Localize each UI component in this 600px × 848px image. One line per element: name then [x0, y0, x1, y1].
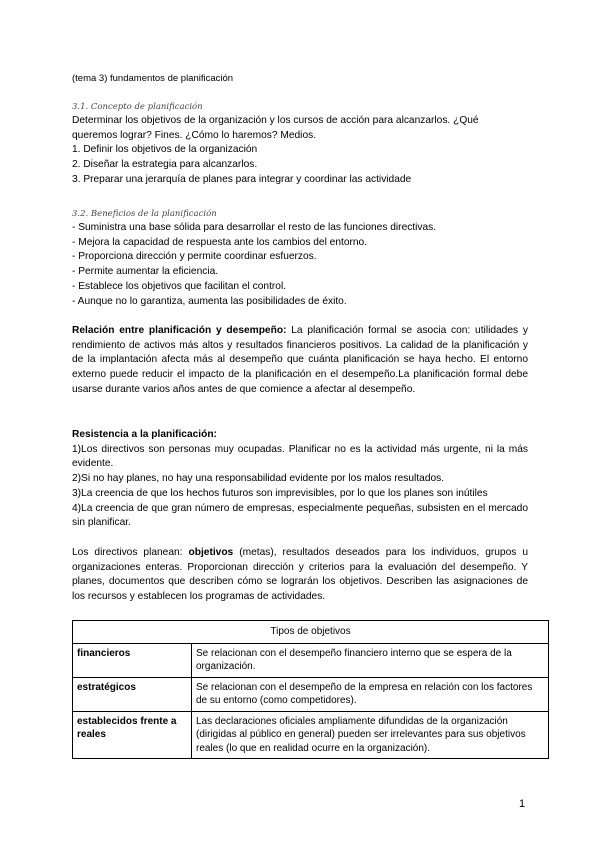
- resistencia-item: 3)La creencia de que los hechos futuros son imprevisibles, por lo que los planes son inútiles: [72, 487, 488, 499]
- concepto-line: 2. Diseñar la estrategia para alcanzarlos.: [72, 159, 258, 171]
- table-title: Tipos de objetivos: [73, 621, 549, 644]
- objective-desc: Se relacionan con el desempeño de la empresa en relación con los factores de su entorno (como competidores).: [192, 677, 549, 711]
- beneficio-item: - Proporciona dirección y permite coordinar esfuerzos.: [72, 251, 317, 263]
- beneficio-item: - Suministra una base sólida para desarrollar el resto de las funciones directivas.: [72, 222, 437, 233]
- document-header: (tema 3) fundamentos de planificación: [72, 73, 234, 84]
- section-concepto: [72, 101, 528, 188]
- section-title-beneficios: 3.2. Beneficios de la planificación: [72, 209, 217, 219]
- concepto-line: queremos lograr? Fines. ¿Cómo lo haremos? Medios.: [72, 129, 317, 141]
- objective-type: establecidos frente a reales: [73, 711, 192, 759]
- concepto-line: Determinar los objetivos de la organización y los cursos de acción para alcanzarlos. ¿Qué: [72, 115, 479, 126]
- section-objetivos: [72, 546, 528, 605]
- resistencia-item: 4)La creencia de que gran número de empresas, especialmente pequeñas, subsisten en el mercado sin planificar.: [72, 502, 528, 529]
- concepto-line: 1. Definir los objetivos de la organización: [72, 144, 258, 156]
- beneficio-item: - Mejora la capacidad de respuesta ante los cambios del entorno.: [72, 236, 368, 248]
- resistencia-item: 2)Si no hay planes, no hay una responsabilidad evidente por los malos resultados.: [72, 473, 445, 485]
- relacion-title: Relación entre planificación y desempeño:: [72, 325, 287, 336]
- table-row: [73, 643, 549, 677]
- section-relacion: [72, 324, 528, 398]
- objetivos-paragraph: Los directivos planean: objetivos (metas), resultados deseados para los individuos, grupos u organizaciones enteras. Proporcionan dirección y criterios para la evaluación del desempeño. Y planes, documentos que describen cómo se lograrán los objetivos. Describen las asignaciones de los recursos y establecen los programas de actividades.: [72, 547, 528, 603]
- section-title-concepto: 3.1. Concepto de planificación: [72, 102, 203, 112]
- section-resistencia: [72, 428, 528, 531]
- section-beneficios: [72, 208, 528, 309]
- concepto-line: 3. Preparar una jerarquía de planes para integrar y coordinar las actividade: [72, 173, 412, 185]
- beneficio-item: - Permite aumentar la eficiencia.: [72, 266, 219, 278]
- objective-type: financieros: [73, 643, 192, 677]
- table-header-row: [73, 621, 549, 644]
- objetivos-table: [72, 620, 549, 759]
- table-row: [73, 677, 549, 711]
- beneficio-item: - Establece los objetivos que facilitan el control.: [72, 280, 287, 292]
- page-number: 1: [519, 798, 526, 810]
- objective-type: estratégicos: [73, 677, 192, 711]
- resistencia-item: 1)Los directivos son personas muy ocupadas. Planificar no es la actividad más urgente, ni la más evidente.: [72, 443, 528, 470]
- objetivos-keyword: objetivos: [188, 547, 234, 558]
- resistencia-title: Resistencia a la planificación:: [72, 429, 217, 440]
- objective-desc: Las declaraciones oficiales ampliamente difundidas de la organización (dirigidas al público en general) pueden ser irrelevantes para sus objetivos reales (lo que en realidad ocurre en la organización).: [192, 711, 549, 759]
- objective-desc: Se relacionan con el desempeño financiero interno que se espera de la organización.: [192, 643, 549, 677]
- relacion-paragraph: [72, 324, 528, 398]
- beneficio-item: - Aunque no lo garantiza, aumenta las posibilidades de éxito.: [72, 295, 347, 307]
- relacion-text: La planificación formal se asocia con: utilidades y rendimiento de activos más altos y resultados financieros positivos. La calidad de la planificación y de la implantación afecta más al desempeño que cuánta planificación se haya hecho. El entorno externo puede reducir el impacto de la planificación en el desempeño.La planificación formal debe usarse durante varios años antes de que comience a afectar al desempeño.: [72, 325, 528, 395]
- table-row: [73, 711, 549, 759]
